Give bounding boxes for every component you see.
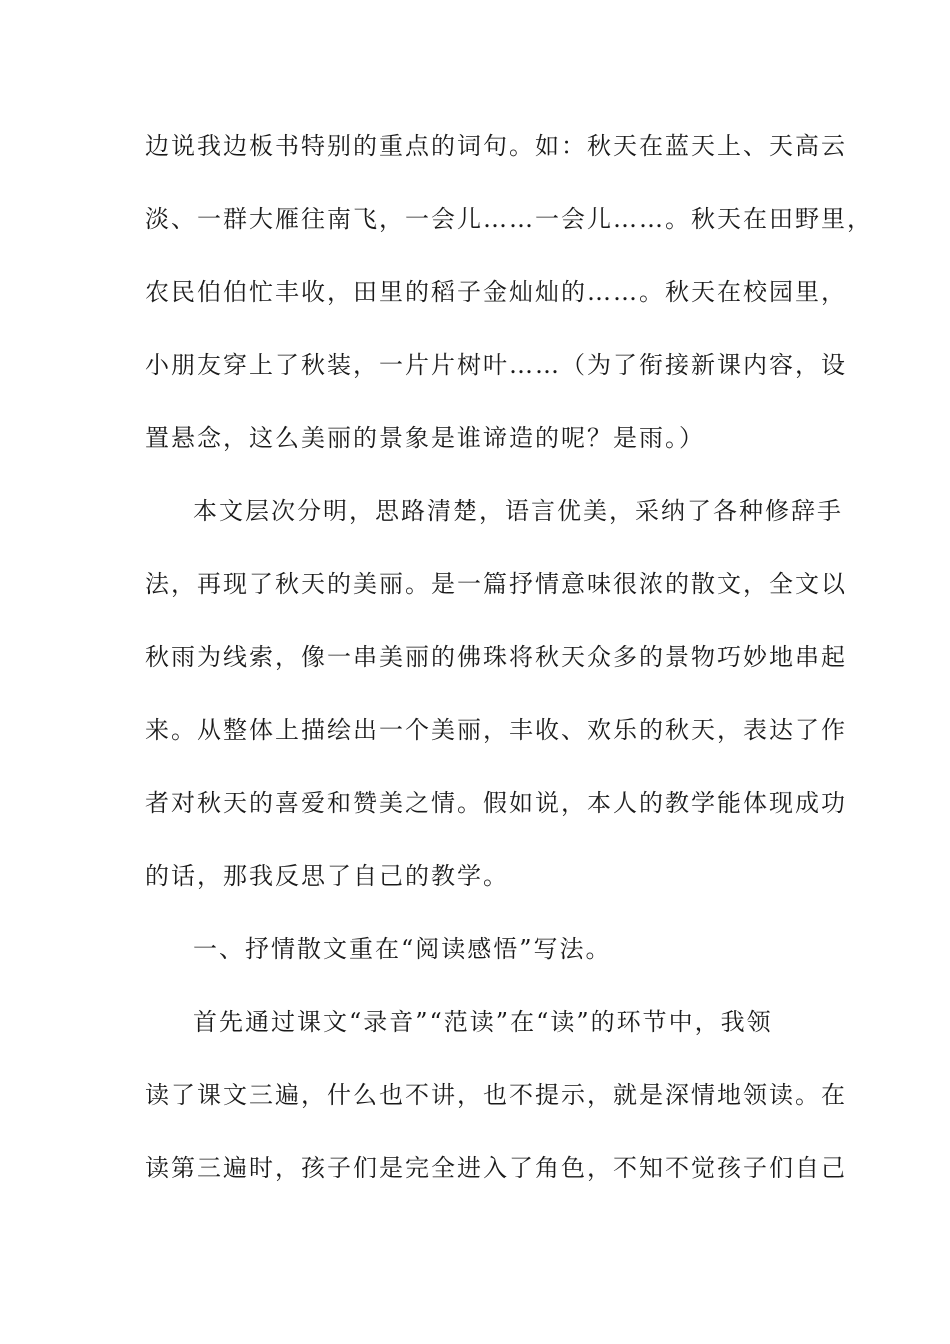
text-line: 读了课文三遍，什么也不讲，也不提示，就是深情地领读。在 [145,1081,847,1109]
text-line: 读第三遍时，孩子们是完全进入了角色，不知不觉孩子们自己 [145,1154,847,1182]
text-line: 淡、一群大雁往南飞，一会儿……一会儿……。秋天在田野里， [145,205,873,233]
text-line: 置悬念，这么美丽的景象是谁谛造的呢？是雨。） [145,424,705,452]
text-line: 来。从整体上描绘出一个美丽，丰收、欢乐的秋天，表达了作 [145,716,847,744]
paragraph-start-line: 本文层次分明，思路清楚，语言优美，采纳了各种修辞手 [193,497,843,525]
text-line: 秋雨为线索，像一串美丽的佛珠将秋天众多的景物巧妙地串起 [145,643,847,671]
section-heading: 一、抒情散文重在“阅读感悟”写法。 [193,935,612,963]
text-line: 法，再现了秋天的美丽。是一篇抒情意味很浓的散文，全文以 [145,570,847,598]
text-line: 的话，那我反思了自己的教学。 [145,862,509,890]
paragraph-start-line: 首先通过课文“录音”“范读”在“读”的环节中，我领 [193,1008,773,1036]
text-line: 农民伯伯忙丰收，田里的稻子金灿灿的……。秋天在校园里， [145,278,847,306]
text-line: 者对秋天的喜爱和赞美之情。假如说，本人的教学能体现成功 [145,789,847,817]
text-line: 小朋友穿上了秋装，一片片树叶……（为了衔接新课内容，设 [145,351,847,379]
text-line: 边说我边板书特别的重点的词句。如：秋天在蓝天上、天高云 [145,132,847,160]
